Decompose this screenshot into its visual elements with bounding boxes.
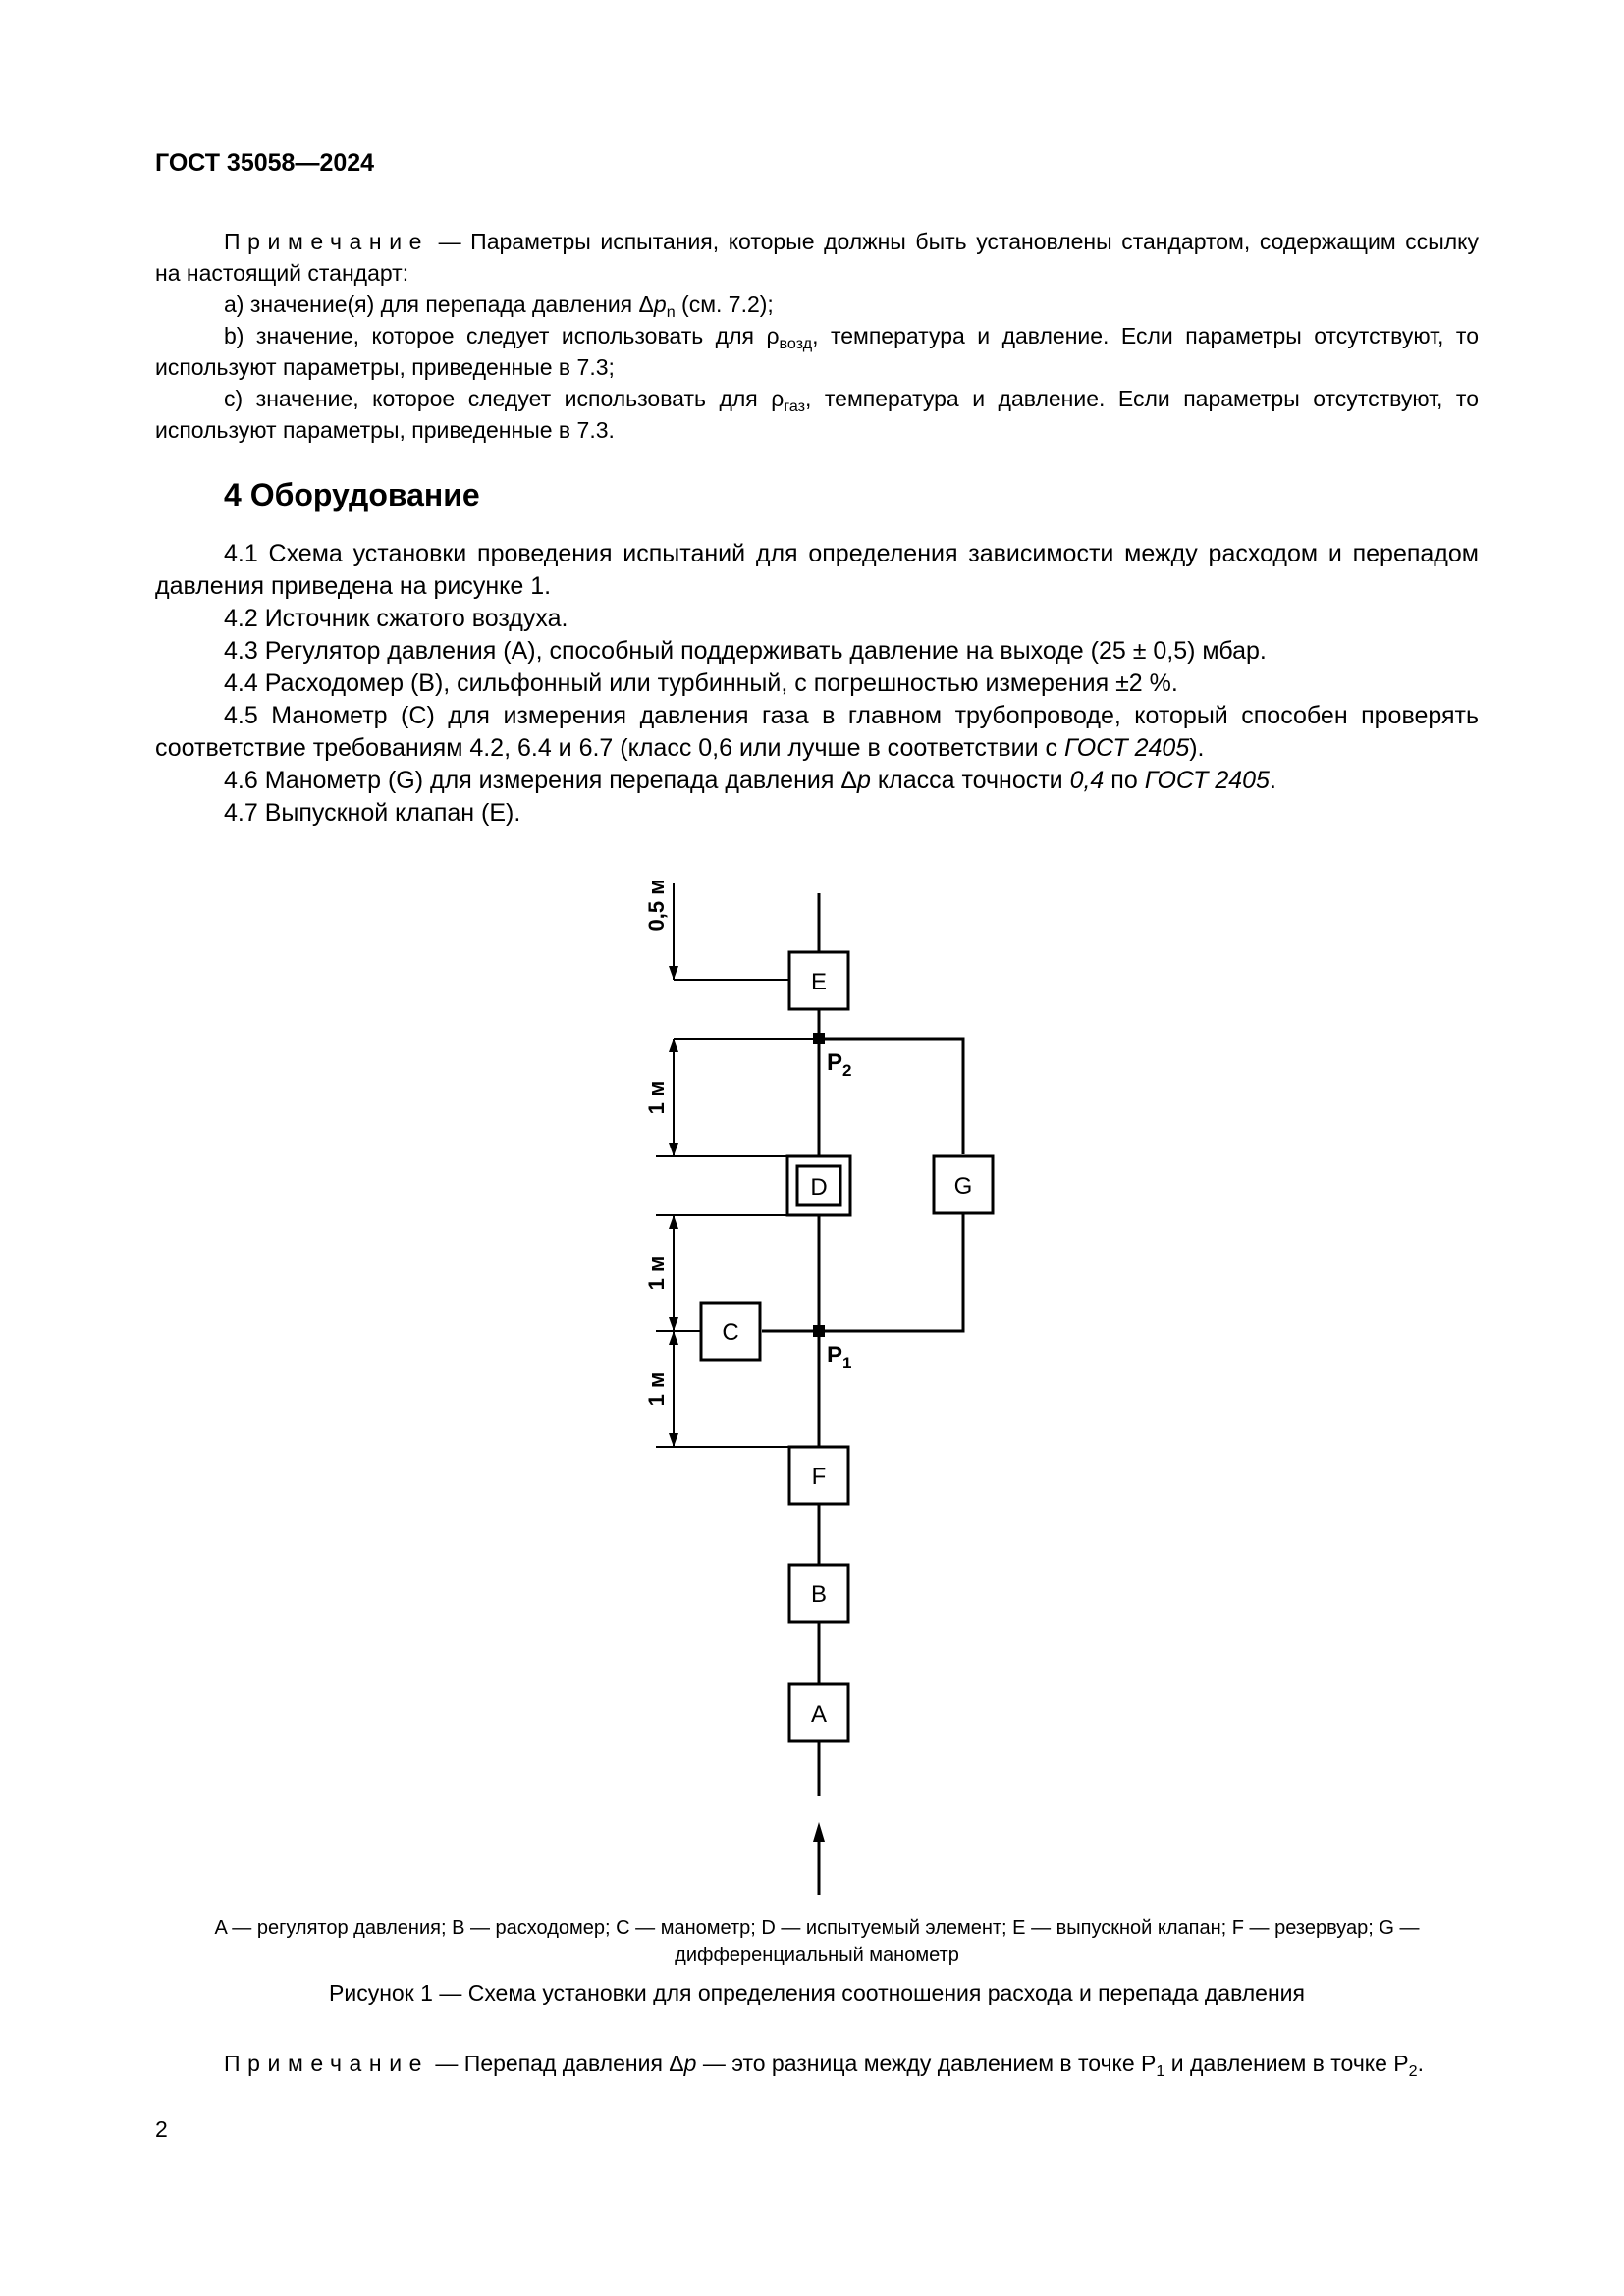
label-f: F — [811, 1464, 827, 1490]
note-label: Примечание — [224, 2051, 430, 2076]
standard-ref: ГОСТ 2405 — [1063, 734, 1190, 762]
standard-ref: ГОСТ 2405 — [1144, 767, 1270, 794]
bypass-line-bottom — [819, 1213, 963, 1331]
note-text-2: — это разница между давлением в точке P — [696, 2051, 1157, 2076]
figure-caption: Рисунок 1 — Схема установки для определения соотношения расхода и перепада давления — [329, 1980, 1305, 2005]
subscript: 2 — [1408, 2061, 1418, 2080]
dim-1m-middle: 1 м — [644, 1255, 669, 1291]
label-g: G — [953, 1173, 973, 1200]
label-e: E — [810, 969, 828, 995]
note-text: — Параметры испытания, которые должны быть установлены стандартом, содержащим ссылку на настоящий стандарт: — [155, 229, 1479, 286]
section-title: 4 Оборудование — [224, 477, 480, 512]
para-4-6-mid: класса точности — [870, 767, 1070, 794]
para-4-6-mid2: по — [1104, 767, 1145, 794]
note-item-a: a) значение(я) для перепада давления Δ — [224, 292, 654, 317]
symbol-p: p — [857, 767, 871, 794]
note-item-b-tail: , температура и давление. Если параметры отсутствуют, то используют параметры, приведенные в 7.3; — [155, 323, 1479, 380]
dim-1m-top: 1 м — [644, 1080, 669, 1115]
label-c: C — [722, 1319, 739, 1346]
subscript: n — [666, 302, 676, 321]
accuracy-class: 0,4 — [1069, 767, 1105, 794]
subscript: 1 — [1156, 2061, 1165, 2080]
dim-0-5m: 0,5 м — [644, 879, 669, 932]
label-a: A — [810, 1701, 828, 1728]
para-4-1: 4.1 Схема установки проведения испытаний для определения зависимости между расходом и перепадом давления приведена на рисунке 1. — [155, 540, 1479, 600]
note-item-c: c) значение, которое следует использовать для ρ — [224, 386, 785, 411]
label-p1: $P_1$ — [827, 1342, 852, 1372]
note-label: Примечание — [224, 229, 430, 254]
subscript: возд — [779, 334, 813, 352]
label-p2: $P_2$ — [827, 1049, 852, 1080]
dim-1m-bottom: 1 м — [644, 1371, 669, 1407]
page-number: 2 — [155, 2116, 168, 2142]
figure-legend: A — регулятор давления; B — расходомер; C — манометр; D — испытуемый элемент; E — выпускной клапан; F — резервуар; G — дифференциальный манометр — [214, 1917, 1420, 1966]
note-text-end: . — [1417, 2051, 1424, 2076]
note-item-c-tail: , температура и давление. Если параметры отсутствуют, то используют параметры, приведенные в 7.3. — [155, 386, 1479, 443]
label-d: D — [810, 1174, 828, 1201]
para-4-4: 4.4 Расходомер (B), сильфонный или турбинный, с погрешностью измерения ±2 %. — [224, 669, 1178, 697]
para-4-7: 4.7 Выпускной клапан (E). — [224, 799, 521, 827]
para-4-6-tail: . — [1269, 767, 1276, 794]
document-header: ГОСТ 35058—2024 — [155, 149, 375, 177]
subscript: газ — [784, 397, 806, 415]
para-4-3: 4.3 Регулятор давления (A), способный поддерживать давление на выходе (25 ± 0,5) мбар. — [224, 637, 1267, 665]
label-b: B — [810, 1581, 828, 1608]
note-item-b: b) значение, которое следует использовать для ρ — [224, 323, 780, 348]
note-text-3: и давлением в точке P — [1164, 2051, 1409, 2076]
para-4-2: 4.2 Источник сжатого воздуха. — [224, 605, 568, 632]
symbol-p: p — [653, 292, 667, 317]
inlet-arrow-icon — [813, 1822, 825, 1842]
note-text: — Перепад давления Δ — [429, 2051, 684, 2076]
note-item-a-tail: (см. 7.2); — [675, 292, 774, 317]
note-2 — [224, 2051, 1424, 2080]
para-4-5-tail: ). — [1189, 734, 1205, 762]
symbol-p: p — [683, 2051, 697, 2076]
para-4-6: 4.6 Манометр (G) для измерения перепада давления Δ — [224, 767, 858, 794]
point-p1-marker — [813, 1325, 825, 1337]
para-4-5: 4.5 Манометр (C) для измерения давления газа в главном трубопроводе, который способен проверять соответствие требованиям 4.2, 6.4 и 6.7 (класс 0,6 или лучше в соответствии с — [155, 702, 1479, 762]
